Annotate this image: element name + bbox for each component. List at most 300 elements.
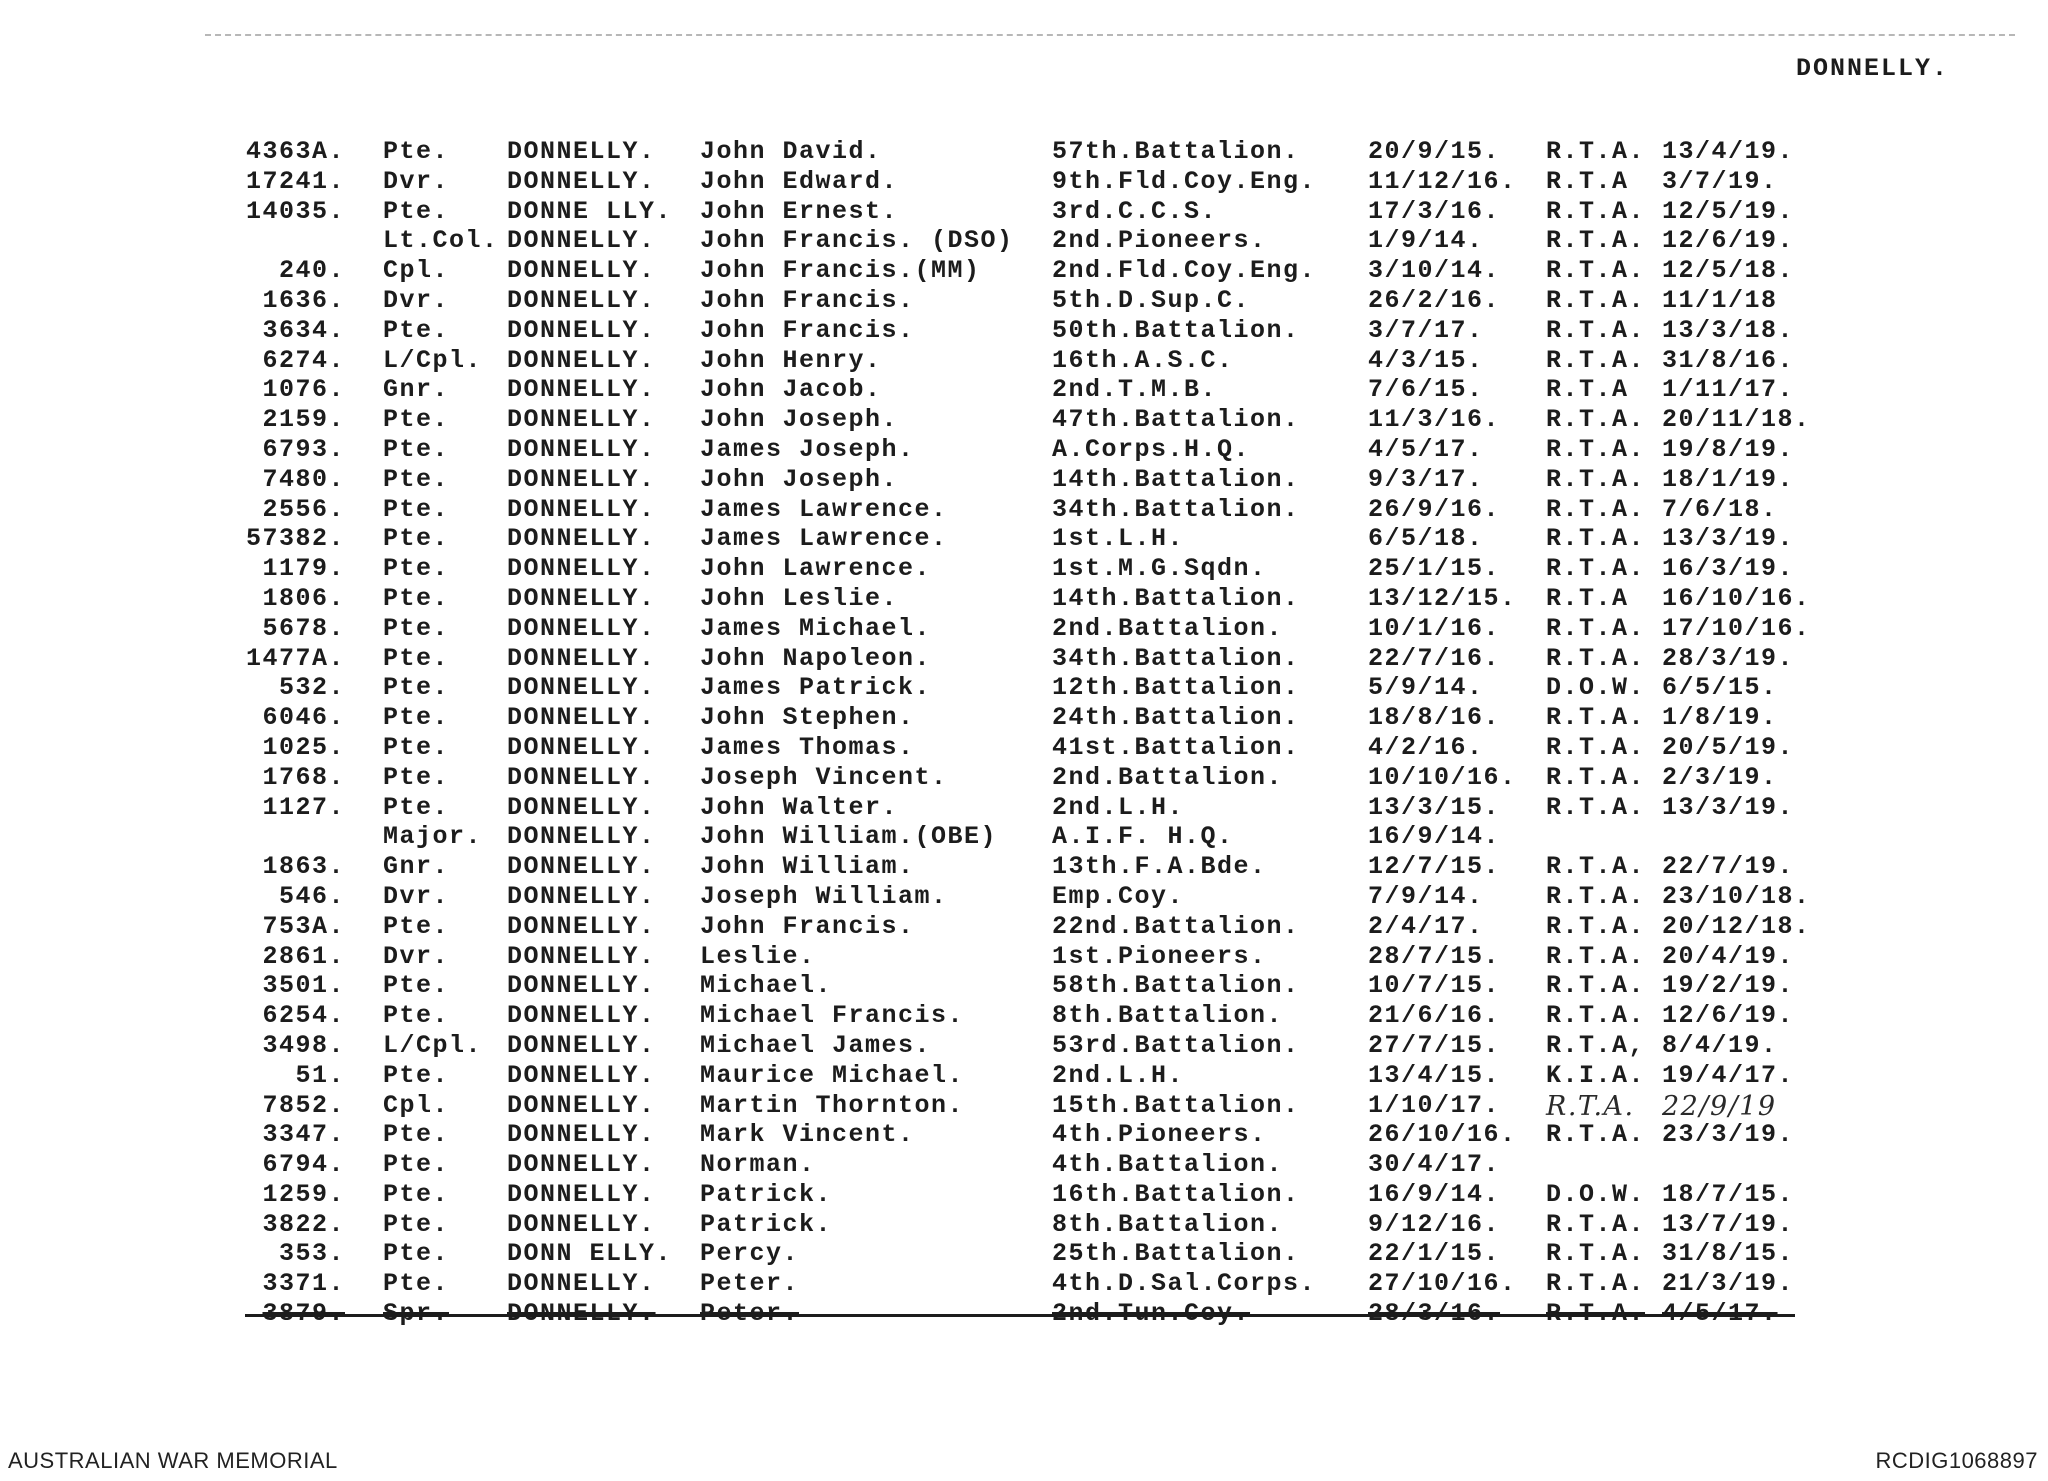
cell-given-names: James Michael. — [700, 613, 932, 643]
cell-surname: DONNELLY. — [507, 405, 656, 435]
cell-surname: DONNELLY. — [507, 762, 656, 792]
cell-enlistment-date: 13/3/15. — [1368, 792, 1501, 822]
cell-unit: 41st.Battalion. — [1052, 732, 1300, 762]
cell-service-number: 6794. — [262, 1150, 345, 1180]
cell-fate: R.T.A. — [1546, 911, 1646, 941]
cell-service-number: 546. — [278, 881, 345, 911]
cell-given-names: John William. — [700, 852, 915, 882]
cell-fate: R.T.A. — [1546, 554, 1646, 584]
cell-unit: 15th.Battalion. — [1052, 1090, 1300, 1120]
cell-fate: R.T.A. — [1546, 941, 1646, 971]
cell-enlistment-date: 16/9/14. — [1368, 1179, 1501, 1209]
cell-rank: Pte. — [383, 434, 450, 464]
cell-fate-date: 13/3/19. — [1662, 792, 1795, 822]
cell-unit: 9th.Fld.Coy.Eng. — [1052, 166, 1317, 196]
cell-fate: R.T.A. — [1546, 226, 1646, 256]
cell-enlistment-date: 3/10/14. — [1368, 256, 1501, 286]
cell-unit: A.I.F. H.Q. — [1052, 822, 1234, 852]
cell-rank: Pte. — [383, 1060, 450, 1090]
cell-enlistment-date: 21/6/16. — [1368, 1001, 1501, 1031]
cell-fate-date: 13/4/19. — [1662, 137, 1795, 166]
table-row — [0, 1091, 2048, 1121]
archive-credit: AUSTRALIAN WAR MEMORIAL — [8, 1448, 338, 1473]
cell-fate-date: 6/5/15. — [1662, 673, 1778, 703]
cell-fate: R.T.A, — [1546, 1030, 1646, 1060]
cell-enlistment-date: 27/7/15. — [1368, 1030, 1501, 1060]
table-row — [0, 167, 2048, 197]
cell-fate-date: 11/1/18 — [1662, 285, 1778, 315]
cell-rank: Pte. — [383, 1150, 450, 1180]
cell-service-number: 1127. — [262, 792, 345, 822]
cell-fate-date: 20/4/19. — [1662, 941, 1795, 971]
cell-surname: DONNELLY. — [507, 1001, 656, 1031]
cell-fate: R.T.A. — [1546, 285, 1646, 315]
cell-rank: Pte. — [383, 792, 450, 822]
cell-rank: Dvr. — [383, 881, 450, 911]
cell-enlistment-date: 10/1/16. — [1368, 613, 1501, 643]
cell-rank: Pte. — [383, 1179, 450, 1209]
cell-rank: Pte. — [383, 971, 450, 1001]
cell-service-number: 1768. — [262, 762, 345, 792]
cell-rank: Pte. — [383, 494, 450, 524]
table-row — [0, 465, 2048, 495]
cell-service-number: 1025. — [262, 732, 345, 762]
cell-surname: DONN ELLY. — [507, 1239, 673, 1269]
cell-given-names: Michael Francis. — [700, 1001, 965, 1031]
cell-unit: 25th.Battalion. — [1052, 1239, 1300, 1269]
cell-given-names: John Napoleon. — [700, 643, 932, 673]
cell-rank: Lt.Col. — [383, 226, 499, 256]
cell-service-number: 1076. — [262, 375, 345, 405]
table-row — [0, 703, 2048, 733]
cell-unit: 24th.Battalion. — [1052, 703, 1300, 733]
cell-rank: Gnr. — [383, 375, 450, 405]
table-row — [0, 405, 2048, 435]
cell-unit: A.Corps.H.Q. — [1052, 434, 1251, 464]
cell-given-names: John Joseph. — [700, 405, 899, 435]
cell-given-names: Leslie. — [700, 941, 816, 971]
cell-fate: R.T.A. — [1546, 345, 1646, 375]
cell-surname: DONNELLY. — [507, 941, 656, 971]
cell-rank: Pte. — [383, 524, 450, 554]
cell-fate: D.O.W. — [1546, 1179, 1646, 1209]
cell-service-number: 1259. — [262, 1179, 345, 1209]
cell-unit: 4th.D.Sal.Corps. — [1052, 1269, 1317, 1299]
cell-fate-date: 12/5/18. — [1662, 256, 1795, 286]
cell-fate-date: 1/8/19. — [1662, 703, 1778, 733]
cell-enlistment-date: 10/7/15. — [1368, 971, 1501, 1001]
page-surname-heading: DONNELLY. — [1796, 54, 1950, 83]
cell-fate: R.T.A. — [1546, 732, 1646, 762]
cell-enlistment-date: 4/3/15. — [1368, 345, 1484, 375]
table-row — [0, 286, 2048, 316]
cell-service-number: 7480. — [262, 464, 345, 494]
cell-unit: 4th.Battalion. — [1052, 1150, 1284, 1180]
cell-service-number: 2556. — [262, 494, 345, 524]
table-row — [0, 524, 2048, 554]
cell-unit: 58th.Battalion. — [1052, 971, 1300, 1001]
cell-rank: Pte. — [383, 1239, 450, 1269]
cell-service-number: 3822. — [262, 1209, 345, 1239]
cell-unit: 2nd.Battalion. — [1052, 613, 1284, 643]
cell-service-number: 4363A. — [245, 137, 345, 166]
cell-fate-date: 4/5/17. — [1662, 1299, 1778, 1329]
cell-surname: DONNELLY. — [507, 375, 656, 405]
cell-service-number: 1477A. — [245, 643, 345, 673]
cell-surname: DONNELLY. — [507, 583, 656, 613]
table-row — [0, 137, 2048, 167]
cell-enlistment-date: 6/5/18. — [1368, 524, 1484, 554]
cell-unit: 5th.D.Sup.C. — [1052, 285, 1251, 315]
nominal-roll-table — [0, 137, 2048, 1329]
cell-surname: DONNELLY. — [507, 1150, 656, 1180]
cell-fate-date: 20/12/18. — [1662, 911, 1811, 941]
table-row — [0, 584, 2048, 614]
cell-enlistment-date: 4/5/17. — [1368, 434, 1484, 464]
cell-enlistment-date: 16/9/14. — [1368, 822, 1501, 852]
cell-unit: 2nd.T.M.B. — [1052, 375, 1218, 405]
cell-fate: R.T.A. — [1546, 971, 1646, 1001]
cell-rank: Spr. — [383, 1299, 450, 1329]
cell-surname: DONNELLY. — [507, 971, 656, 1001]
cell-fate-date: 13/3/19. — [1662, 524, 1795, 554]
table-row — [0, 763, 2048, 793]
cell-surname: DONNELLY. — [507, 792, 656, 822]
table-row — [0, 971, 2048, 1001]
cell-service-number: 2861. — [262, 941, 345, 971]
cell-surname: DONNELLY. — [507, 1299, 656, 1329]
cell-fate-date: 16/3/19. — [1662, 554, 1795, 584]
cell-enlistment-date: 7/9/14. — [1368, 881, 1484, 911]
table-row — [0, 1299, 2048, 1329]
cell-surname: DONNELLY. — [507, 256, 656, 286]
cell-fate: R.T.A. — [1546, 881, 1646, 911]
cell-given-names: Peter. — [700, 1269, 800, 1299]
cell-fate-date: 2/3/19. — [1662, 762, 1778, 792]
cell-rank: Dvr. — [383, 285, 450, 315]
cell-surname: DONNELLY. — [507, 226, 656, 256]
cell-service-number: 2159. — [262, 405, 345, 435]
cell-rank: Pte. — [383, 762, 450, 792]
cell-given-names: John Francis. — [700, 315, 915, 345]
table-row — [0, 316, 2048, 346]
cell-enlistment-date: 28/7/15. — [1368, 941, 1501, 971]
cell-unit: 8th.Battalion. — [1052, 1001, 1284, 1031]
cell-enlistment-date: 9/12/16. — [1368, 1209, 1501, 1239]
archive-id: RCDIG1068897 — [1875, 1448, 2038, 1473]
cell-fate-date: 7/6/18. — [1662, 494, 1778, 524]
cell-enlistment-date: 22/1/15. — [1368, 1239, 1501, 1269]
cell-service-number: 6254. — [262, 1001, 345, 1031]
cell-fate: R.T.A. — [1546, 762, 1646, 792]
table-row — [0, 882, 2048, 912]
cell-fate: R.T.A. — [1546, 464, 1646, 494]
table-row — [0, 1239, 2048, 1269]
cell-enlistment-date: 3/7/17. — [1368, 315, 1484, 345]
cell-surname: DONNELLY. — [507, 732, 656, 762]
cell-fate-date: 16/10/16. — [1662, 583, 1811, 613]
table-row — [0, 942, 2048, 972]
cell-unit: 16th.A.S.C. — [1052, 345, 1234, 375]
cell-rank: Pte. — [383, 1120, 450, 1150]
table-row — [0, 197, 2048, 227]
cell-unit: 2nd.L.H. — [1052, 792, 1185, 822]
cell-unit: 2nd.Fld.Coy.Eng. — [1052, 256, 1317, 286]
cell-unit: 1st.L.H. — [1052, 524, 1185, 554]
table-row — [0, 435, 2048, 465]
cell-enlistment-date: 26/2/16. — [1368, 285, 1501, 315]
table-row — [0, 1120, 2048, 1150]
cell-given-names: John Francis.(MM) — [700, 256, 981, 286]
cell-unit: 34th.Battalion. — [1052, 494, 1300, 524]
table-row — [0, 1210, 2048, 1240]
cell-fate: R.T.A. — [1546, 1239, 1646, 1269]
cell-rank: Pte. — [383, 583, 450, 613]
cell-fate: R.T.A. — [1546, 703, 1646, 733]
cell-service-number: 240. — [278, 256, 345, 286]
cell-given-names: James Joseph. — [700, 434, 915, 464]
cell-unit: 2nd.Pioneers. — [1052, 226, 1267, 256]
cell-unit: 12th.Battalion. — [1052, 673, 1300, 703]
cell-service-number: 3501. — [262, 971, 345, 1001]
cell-fate-date: 12/6/19. — [1662, 1001, 1795, 1031]
cell-fate-date: 21/3/19. — [1662, 1269, 1795, 1299]
cell-rank: Pte. — [383, 613, 450, 643]
cell-surname: DONNELLY. — [507, 315, 656, 345]
table-row — [0, 852, 2048, 882]
cell-rank: Cpl. — [383, 256, 450, 286]
table-row — [0, 1150, 2048, 1180]
cell-rank: L/Cpl. — [383, 345, 483, 375]
table-row — [0, 614, 2048, 644]
table-row — [0, 1061, 2048, 1091]
cell-given-names: John Lawrence. — [700, 554, 932, 584]
cell-enlistment-date: 28/3/16. — [1368, 1299, 1501, 1329]
cell-unit: 57th.Battalion. — [1052, 137, 1300, 166]
cell-fate: R.T.A. — [1546, 1001, 1646, 1031]
cell-rank: Pte. — [383, 1001, 450, 1031]
cell-surname: DONNELLY. — [507, 822, 656, 852]
cell-fate-date: 13/7/19. — [1662, 1209, 1795, 1239]
cell-fate: R.T.A — [1546, 583, 1629, 613]
cell-unit: 34th.Battalion. — [1052, 643, 1300, 673]
cell-rank: Pte. — [383, 464, 450, 494]
cell-given-names: James Patrick. — [700, 673, 932, 703]
cell-given-names: Patrick. — [700, 1179, 833, 1209]
cell-rank: Dvr. — [383, 941, 450, 971]
cell-unit: Emp.Coy. — [1052, 881, 1185, 911]
cell-fate-date: 22/7/19. — [1662, 852, 1795, 882]
table-row — [0, 733, 2048, 763]
cell-fate: D.O.W. — [1546, 673, 1646, 703]
table-row — [0, 375, 2048, 405]
table-row — [0, 1001, 2048, 1031]
cell-surname: DONNELLY. — [507, 643, 656, 673]
cell-service-number: 14035. — [245, 196, 345, 226]
table-row — [0, 1031, 2048, 1061]
cell-service-number: 1179. — [262, 554, 345, 584]
cell-enlistment-date: 17/3/16. — [1368, 196, 1501, 226]
cell-given-names: Maurice Michael. — [700, 1060, 965, 1090]
cell-given-names: Joseph William. — [700, 881, 948, 911]
cell-unit: 2nd.L.H. — [1052, 1060, 1185, 1090]
cell-rank: Pte. — [383, 1269, 450, 1299]
cell-surname: DONNELLY. — [507, 881, 656, 911]
cell-enlistment-date: 12/7/15. — [1368, 852, 1501, 882]
cell-service-number: 3879. — [262, 1299, 345, 1329]
cell-unit: 1st.M.G.Sqdn. — [1052, 554, 1267, 584]
cell-rank: Pte. — [383, 315, 450, 345]
cell-fate: R.T.A. — [1546, 1090, 1635, 1122]
cell-surname: DONNELLY. — [507, 1179, 656, 1209]
cell-unit: 47th.Battalion. — [1052, 405, 1300, 435]
cell-given-names: Mark Vincent. — [700, 1120, 915, 1150]
cell-service-number: 3371. — [262, 1269, 345, 1299]
cell-fate: R.T.A. — [1546, 1209, 1646, 1239]
cell-service-number: 57382. — [245, 524, 345, 554]
cell-fate-date: 19/4/17. — [1662, 1060, 1795, 1090]
cell-unit: 4th.Pioneers. — [1052, 1120, 1267, 1150]
cell-fate-date: 20/11/18. — [1662, 405, 1811, 435]
cell-given-names: John Stephen. — [700, 703, 915, 733]
cell-service-number: 5678. — [262, 613, 345, 643]
cell-service-number: 1806. — [262, 583, 345, 613]
cell-given-names: Percy. — [700, 1239, 800, 1269]
cell-enlistment-date: 25/1/15. — [1368, 554, 1501, 584]
table-row — [0, 1180, 2048, 1210]
table-row — [0, 793, 2048, 823]
cell-given-names: Patrick. — [700, 1209, 833, 1239]
cell-unit: 22nd.Battalion. — [1052, 911, 1300, 941]
cell-rank: Pte. — [383, 554, 450, 584]
cell-rank: Pte. — [383, 643, 450, 673]
cell-enlistment-date: 9/3/17. — [1368, 464, 1484, 494]
cell-enlistment-date: 1/10/17. — [1368, 1090, 1501, 1120]
cell-fate: R.T.A. — [1546, 434, 1646, 464]
cell-given-names: John Jacob. — [700, 375, 882, 405]
cell-unit: 53rd.Battalion. — [1052, 1030, 1300, 1060]
cell-surname: DONNELLY. — [507, 434, 656, 464]
cell-surname: DONNELLY. — [507, 1209, 656, 1239]
cell-service-number: 3347. — [262, 1120, 345, 1150]
cell-enlistment-date: 11/3/16. — [1368, 405, 1501, 435]
cell-service-number: 6793. — [262, 434, 345, 464]
cell-fate-date: 12/5/19. — [1662, 196, 1795, 226]
table-row — [0, 673, 2048, 703]
cell-given-names: James Thomas. — [700, 732, 915, 762]
cell-given-names: James Lawrence. — [700, 524, 948, 554]
cell-unit: 2nd.Battalion. — [1052, 762, 1284, 792]
cell-rank: Major. — [383, 822, 483, 852]
cell-enlistment-date: 13/12/15. — [1368, 583, 1517, 613]
cell-surname: DONNELLY. — [507, 554, 656, 584]
cell-fate-date: 31/8/16. — [1662, 345, 1795, 375]
cell-surname: DONNELLY. — [507, 1030, 656, 1060]
cell-surname: DONNELLY. — [507, 852, 656, 882]
cell-service-number: 1636. — [262, 285, 345, 315]
table-row — [0, 912, 2048, 942]
cell-unit: 14th.Battalion. — [1052, 583, 1300, 613]
cell-rank: Dvr. — [383, 166, 450, 196]
cell-given-names: Michael James. — [700, 1030, 932, 1060]
cell-surname: DONNELLY. — [507, 137, 656, 166]
cell-given-names: Martin Thornton. — [700, 1090, 965, 1120]
cell-unit: 13th.F.A.Bde. — [1052, 852, 1267, 882]
cell-enlistment-date: 27/10/16. — [1368, 1269, 1517, 1299]
cell-rank: Pte. — [383, 405, 450, 435]
cell-fate-date: 20/5/19. — [1662, 732, 1795, 762]
cell-rank: Pte. — [383, 196, 450, 226]
cell-fate-date: 23/10/18. — [1662, 881, 1811, 911]
table-row — [0, 554, 2048, 584]
cell-fate: R.T.A. — [1546, 792, 1646, 822]
table-row — [0, 1269, 2048, 1299]
cell-unit: 1st.Pioneers. — [1052, 941, 1267, 971]
cell-fate: R.T.A. — [1546, 1269, 1646, 1299]
cell-surname: DONNELLY. — [507, 524, 656, 554]
cell-rank: Pte. — [383, 911, 450, 941]
cell-fate: R.T.A. — [1546, 137, 1646, 166]
cell-rank: Pte. — [383, 732, 450, 762]
cell-service-number: 7852. — [262, 1090, 345, 1120]
cell-surname: DONNELLY. — [507, 703, 656, 733]
cell-enlistment-date: 20/9/15. — [1368, 137, 1501, 166]
table-row — [0, 226, 2048, 256]
cell-rank: Pte. — [383, 703, 450, 733]
cell-fate: R.T.A — [1546, 166, 1629, 196]
cell-enlistment-date: 30/4/17. — [1368, 1150, 1501, 1180]
cell-service-number: 51. — [295, 1060, 345, 1090]
cell-unit: 8th.Battalion. — [1052, 1209, 1284, 1239]
cell-unit: 3rd.C.C.S. — [1052, 196, 1218, 226]
cell-service-number: 353. — [278, 1239, 345, 1269]
cell-given-names: Norman. — [700, 1150, 816, 1180]
table-row — [0, 822, 2048, 852]
cell-given-names: John Henry. — [700, 345, 882, 375]
cell-surname: DONNELLY. — [507, 1090, 656, 1120]
cell-surname: DONNELLY. — [507, 166, 656, 196]
cell-rank: Pte. — [383, 1209, 450, 1239]
cell-fate: R.T.A. — [1546, 1299, 1646, 1329]
cell-rank: Gnr. — [383, 852, 450, 882]
cell-given-names: John Joseph. — [700, 464, 899, 494]
cell-enlistment-date: 18/8/16. — [1368, 703, 1501, 733]
cell-fate: R.T.A. — [1546, 524, 1646, 554]
scan-dashed-rule — [205, 34, 2015, 36]
cell-fate: R.T.A. — [1546, 613, 1646, 643]
cell-enlistment-date: 26/10/16. — [1368, 1120, 1517, 1150]
cell-surname: DONNELLY. — [507, 613, 656, 643]
cell-unit: 16th.Battalion. — [1052, 1179, 1300, 1209]
cell-given-names: Michael. — [700, 971, 833, 1001]
cell-given-names: John William.(OBE) — [700, 822, 998, 852]
cell-fate-date: 18/7/15. — [1662, 1179, 1795, 1209]
cell-fate-date: 22/9/19 — [1662, 1090, 1777, 1122]
cell-rank: Pte. — [383, 673, 450, 703]
cell-fate: R.T.A. — [1546, 196, 1646, 226]
cell-fate-date: 8/4/19. — [1662, 1030, 1778, 1060]
cell-fate: R.T.A. — [1546, 315, 1646, 345]
cell-fate: R.T.A. — [1546, 494, 1646, 524]
cell-surname: DONNELLY. — [507, 911, 656, 941]
cell-enlistment-date: 22/7/16. — [1368, 643, 1501, 673]
cell-fate-date: 3/7/19. — [1662, 166, 1778, 196]
cell-fate-date: 18/1/19. — [1662, 464, 1795, 494]
cell-surname: DONNELLY. — [507, 464, 656, 494]
cell-fate: R.T.A. — [1546, 405, 1646, 435]
cell-fate: R.T.A — [1546, 375, 1629, 405]
cell-surname: DONNELLY. — [507, 345, 656, 375]
